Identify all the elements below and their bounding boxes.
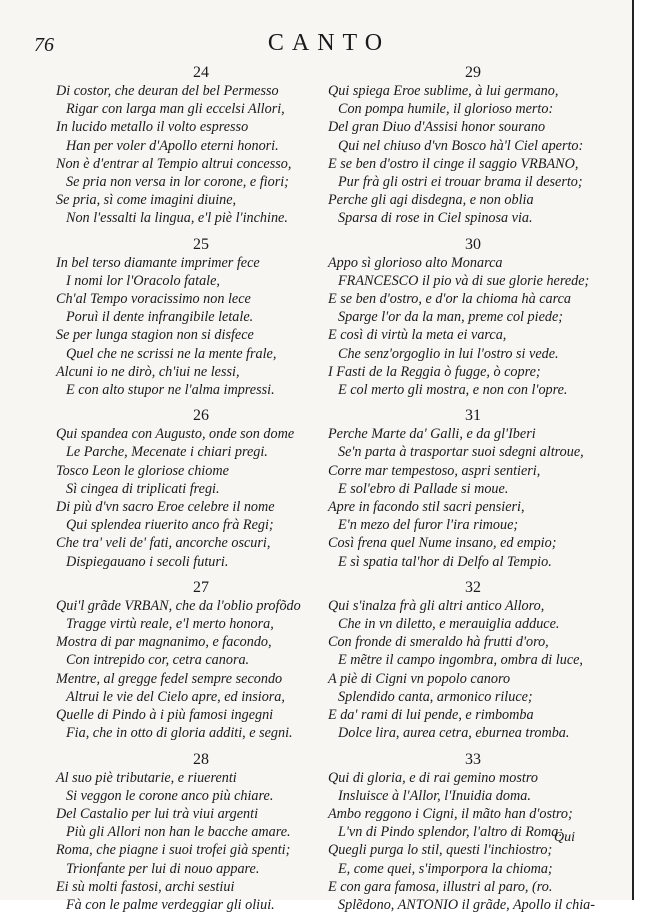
- verse-line: Apre in facondo stil sacri pensieri,: [328, 499, 525, 516]
- verse-line: Splẽdono, ANTONIO il grãde, Apollo il chia-: [338, 896, 595, 913]
- stanza: [328, 236, 618, 400]
- verse-line: Perche Marte da' Galli, e da gl'Iberi: [328, 426, 536, 443]
- verse-line: Alcuni io ne dirò, ch'iui ne lessi,: [56, 363, 240, 380]
- verse-line: Che tra' veli de' fati, ancorche oscuri,: [56, 535, 271, 552]
- page-number: 76: [34, 34, 54, 56]
- verse-line: Perche gli agi disdegna, e non oblia: [328, 192, 534, 209]
- verse-line: E sol'ebro di Pallade si moue.: [338, 480, 509, 497]
- stanza: [328, 64, 618, 228]
- verse-line: Dolce lira, aurea cetra, eburnea tromba.: [338, 725, 570, 742]
- stanza-number: 24: [193, 64, 209, 81]
- verse-line: Corre mar tempestoso, aspri sentieri,: [328, 462, 541, 479]
- verse-line: Al suo piè tributarie, e riuerenti: [56, 769, 237, 786]
- verse-line: I nomi lor l'Oracolo fatale,: [66, 272, 220, 289]
- verse-line: E così di virtù la meta ei varca,: [328, 327, 507, 344]
- verse-line: Con fronde di smeraldo hà frutti d'oro,: [328, 634, 549, 651]
- verse-line: FRANCESCO il pio và di sue glorie herede;: [338, 272, 590, 289]
- verse-line: Mostra di par magnanimo, e facondo,: [56, 634, 272, 651]
- verse-line: Tosco Leon le gloriose chiome: [56, 462, 229, 479]
- verse-line: Mentre, al gregge fedel sempre secondo: [56, 670, 283, 687]
- verse-line: Quel che ne scrissi ne la mente frale,: [66, 345, 277, 362]
- verse-line: E sì spatia tal'hor di Delfo al Tempio.: [338, 553, 552, 570]
- verse-line: Insluisce à l'Allor, l'Inuidia doma.: [338, 787, 531, 804]
- verse-line: E col merto gli mostra, e non con l'opre.: [338, 382, 568, 399]
- verse-line: Sparge l'or da la man, preme col piede;: [338, 309, 563, 326]
- stanza-number: 25: [193, 235, 209, 253]
- verse-line: Qui spandea con Augusto, onde son dome: [56, 426, 295, 443]
- verse-line: Non l'essalti la lingua, e'l piè l'inchine.: [66, 210, 288, 227]
- verse-line: Dispiegauano i secoli futuri.: [66, 553, 229, 570]
- verse-line: E se ben d'ostro, e d'or la chioma hà carca: [328, 291, 572, 308]
- left-column: [56, 64, 346, 922]
- verse-line: E mẽtre il campo ingombra, ombra di luce,: [338, 652, 583, 669]
- verse-line: Fia, che in otto di gloria additi, e segni.: [66, 725, 293, 742]
- stanza-number: 30: [465, 235, 481, 253]
- verse-line: E, come quei, s'imporpora la chioma;: [338, 860, 553, 877]
- verse-line: Han per voler d'Apollo eterni honori.: [66, 137, 279, 154]
- stanza-number: 29: [465, 64, 481, 81]
- stanza: [56, 236, 346, 400]
- verse-line: I Fasti de la Reggia ò fugge, ò copre;: [328, 363, 541, 380]
- verse-line: Più gli Allori non han le bacche amare.: [66, 824, 291, 841]
- verse-line: Che senz'orgoglio in lui l'ostro si vede.: [338, 345, 559, 362]
- stanza-number: 33: [465, 750, 481, 768]
- verse-line: Tragge virtù reale, e'l merto honora,: [66, 616, 274, 633]
- running-head: CANTO: [267, 30, 391, 56]
- verse-line: Se pria, sì come imagini diuine,: [56, 192, 237, 209]
- verse-line: Ei sù molti fastosi, archi sestiui: [56, 878, 235, 895]
- stanza: [56, 407, 346, 571]
- verse-line: In bel terso diamante imprimer fece: [56, 254, 260, 271]
- right-column: [328, 64, 618, 922]
- stanza: [56, 64, 346, 228]
- verse-line: Sì cingea di triplicati fregi.: [66, 480, 220, 497]
- stanza: [56, 579, 346, 743]
- verse-line: Rigar con larga man gli eccelsi Allori,: [66, 101, 285, 118]
- stanza-number: 27: [193, 578, 209, 596]
- verse-line: E con gara famosa, illustri al paro, (ro.: [328, 878, 553, 895]
- stanza-number: 26: [193, 407, 209, 425]
- verse-line: Altrui le vie del Cielo apre, ed insiora,: [66, 688, 285, 705]
- stanza-number: 31: [465, 407, 481, 425]
- verse-line: Qui splendea riuerito anco frà Regi;: [66, 517, 274, 534]
- verse-line: E se ben d'ostro il cinge il saggio VRBANO,: [328, 155, 579, 172]
- verse-line: Qui di gloria, e di rai gemino mostro: [328, 769, 538, 786]
- stanza-number: 32: [465, 578, 481, 596]
- verse-line: Fà con le palme verdeggiar gli oliui.: [66, 896, 275, 913]
- verse-line: Non è d'entrar al Tempio altrui concesso,: [56, 155, 292, 172]
- verse-line: Del gran Diuo d'Assisi honor sourano: [328, 119, 546, 136]
- verse-line: Con pompa humile, il glorioso merto:: [338, 101, 554, 118]
- verse-line: Qui spiega Eroe sublime, à lui germano,: [328, 83, 559, 99]
- verse-line: Qui s'inalza frà gli altri antico Alloro,: [328, 597, 545, 614]
- verse-line: Ch'al Tempo voracissimo non lece: [56, 291, 251, 308]
- catchword: Qui: [554, 830, 575, 845]
- verse-line: Pur frà gli ostri ei trouar brama il deserto;: [338, 174, 583, 191]
- verse-line: E da' rami di lui pende, e rimbomba: [328, 707, 534, 724]
- verse-line: Ambo reggono i Cigni, il mãto han d'ostro;: [328, 805, 573, 822]
- verse-line: Se per lunga stagion non si disfece: [56, 327, 254, 344]
- verse-line: In lucido metallo il volto espresso: [56, 119, 249, 136]
- verse-line: Di più d'vn sacro Eroe celebre il nome: [56, 499, 275, 516]
- verse-line: A piè di Cigni vn popolo canoro: [328, 670, 511, 687]
- verse-line: Splendido canta, armonico riluce;: [338, 688, 533, 705]
- stanza-number: 28: [193, 750, 209, 768]
- verse-line: Del Castalio per lui trà viui argenti: [56, 805, 259, 822]
- verse-line: Se pria non versa in lor corone, e fiori;: [66, 174, 289, 191]
- verse-line: Le Parche, Mecenate i chiari pregi.: [66, 444, 268, 461]
- stanza: [328, 407, 618, 571]
- verse-line: Così frena quel Nume insano, ed empio;: [328, 535, 557, 552]
- verse-line: Trionfante per lui di nouo appare.: [66, 860, 260, 877]
- verse-line: Poruì il dente infrangibile letale.: [66, 309, 254, 326]
- verse-line: Qui'l grãde VRBAN, che da l'oblio profõdo: [56, 597, 301, 614]
- page-edge: [632, 0, 658, 900]
- verse-line: Qui nel chiuso d'vn Bosco hà'l Ciel aperto:: [338, 137, 584, 154]
- verse-line: Se'n parta à trasportar suoi sdegni altroue,: [338, 444, 584, 461]
- verse-line: Quelle di Pindo à i più famosi ingegni: [56, 707, 274, 724]
- verse-line: Con intrepido cor, cetra canora.: [66, 652, 250, 669]
- verse-line: Di costor, che deuran del bel Permesso: [56, 83, 279, 99]
- verse-line: L'vn di Pindo splendor, l'altro di Roma:: [338, 824, 564, 841]
- stanza: [328, 579, 618, 743]
- stanza: [56, 751, 346, 915]
- verse-line: Sparsa di rose in Ciel spinosa via.: [338, 210, 533, 227]
- verse-line: Appo sì glorioso alto Monarca: [328, 254, 503, 271]
- verse-line: E'n mezo del furor l'ira rimoue;: [338, 517, 519, 534]
- verse-line: Che in vn diletto, e merauiglia adduce.: [338, 616, 560, 633]
- verse-line: E con alto stupor ne l'alma impressi.: [66, 382, 275, 399]
- verse-line: Si veggon le corone anco più chiare.: [66, 787, 274, 804]
- verse-line: Quegli purga lo stil, questi l'inchiostro;: [328, 842, 553, 859]
- verse-line: Roma, che piagne i suoi trofei già spenti;: [56, 842, 291, 859]
